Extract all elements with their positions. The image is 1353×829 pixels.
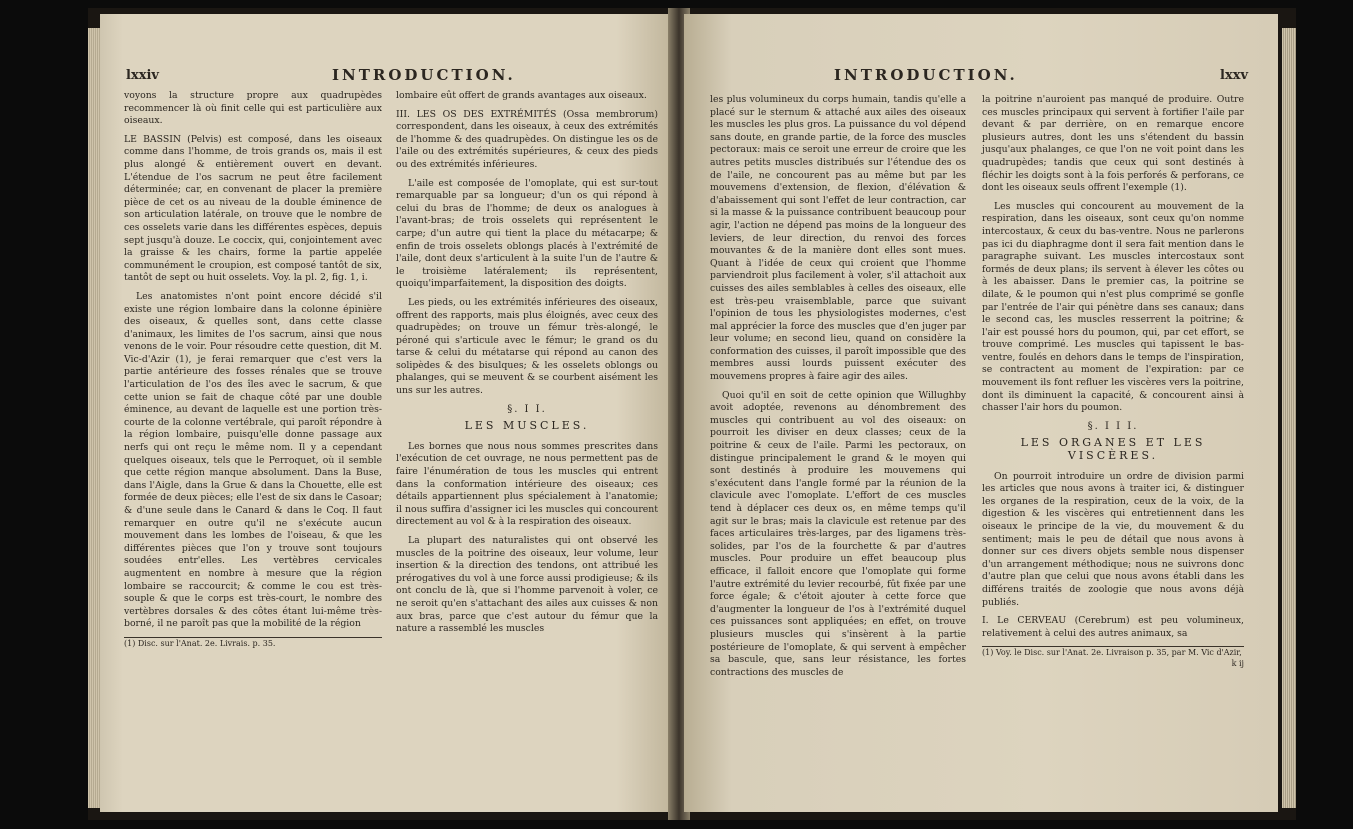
paragraph: Les bornes que nous nous sommes prescrites dans l'exécution de cet ouvrage, ne nous permettent pas de faire l'énumération de tous les muscles qui entrent dans la conformation intérieure des oiseaux; ces détails appartiennent plus spécialement à l'anatomie; il nous suffira d'assigner ici les muscles qui concourent directement au vol & à la respiration des oiseaux. bbox=[396, 440, 658, 528]
right-column-2 bbox=[982, 94, 1244, 669]
paragraph: La plupart des naturalistes qui ont observé les muscles de la poitrine des oiseaux, leur volume, leur insertion & la direction des tendons, ont attribué les prérogatives du vol à une force aussi prodigieuse; & ils ont conclu de là, que si l'homme parvenoit à voler, ce ne seroit qu'en s'attachant des ailes aux cuisses & non aux bras, parce que c'est autour du fémur que la nature a rassemblé les muscles bbox=[396, 535, 658, 635]
left-column-2 bbox=[396, 90, 658, 642]
paragraph: III. LES OS DES EXTRÉMITÉS (Ossa membrorum) correspondent, dans les oiseaux, à ceux des extrémités de l'homme & des quadrupèdes. On distingue les os de l'aile ou des extrémités supérieures, & ceux des pieds ou des extrémités inférieures. bbox=[396, 108, 658, 170]
running-head: INTRODUCTION. bbox=[834, 66, 1018, 84]
paragraph: lombaire eût offert de grands avantages aux oiseaux. bbox=[396, 90, 647, 101]
paragraph: voyons la structure propre aux quadrupèdes recommencer là où finit celle qui est particulière aux oiseaux. bbox=[124, 90, 382, 127]
open-book bbox=[88, 8, 1296, 820]
signature-mark: k ij bbox=[1231, 659, 1244, 669]
right-page bbox=[684, 14, 1278, 812]
page-edges-right bbox=[1282, 28, 1296, 808]
running-head: INTRODUCTION. bbox=[332, 66, 516, 84]
paragraph: les plus volumineux du corps humain, tandis qu'elle a placé sur le sternum & attaché aux ailes des oiseaux les muscles les plus gros. La puissance du vol dépend sans doute, en grande partie, de la force des muscles pectoraux: mais ce seroit une erreur de croire que les autres petits muscles distribués sur l'étendue des os de l'aile, ne concourent pas au même but par les mouvemens d'extension, de flexion, d'élévation & d'abaissement qui sont l'effet de leur contraction, car si la masse & la puissance contribuent beaucoup pour agir, l'action ne dépend pas moins de la longueur des leviers, de leur direction, du renvoi des forces mouvantes & de la manière dont elles sont mues. Quant à l'idée de ceux qui croient que l'homme parviendroit plus facilement à voler, s'il attachoit aux cuisses des ailes semblables à celles des oiseaux, elle est très-peu vraisemblable, parce que suivant l'opinion de tous les physiologistes modernes, c'est mal apprécier la force des muscles que d'en juger par leur volume; en second lieu, quand on considère la conformation des cuisses, il paroît impossible que des membres aussi lourds puissent exécuter des mouvemens propres à faire agir des ailes. bbox=[710, 94, 966, 383]
section-heading: LES ORGANES ET LES VISCÈRES. bbox=[1020, 436, 1206, 463]
paragraph: On pourroit introduire un ordre de division parmi les articles que nous avons à traiter ici, & distinguer les organes de la respiration, ceux de la voix, de la digestion & les viscères qui entretiennent dans les oiseaux le principe de la vie, du mouvement & du sentiment; mais le peu de détail que nous avons à donner sur ces divers objets semble nous dispenser d'un arrangement méthodique; nous ne suivrons donc d'autre plan que celui que nous avons établi dans les différens traités de zoologie que nous avons déjà publiés. bbox=[982, 470, 1244, 608]
footnote: (1) Disc. sur l'Anat. 2e. Livrais. p. 35. bbox=[124, 638, 276, 648]
page-number: lxxv bbox=[1220, 68, 1248, 83]
paragraph: L'aile est composée de l'omoplate, qui est sur-tout remarquable par sa longueur; d'un os qui répond à celui du bras de l'homme; de deux os analogues à l'avant-bras; de trois osselets qui représentent le carpe; d'un autre qui tient la place du métacarpe; & enfin de trois osselets oblongs placés à l'extrémité de l'aile, dont deux s'articulent à la suite l'un de l'autre & le troisième latéralement; ils représentent, quoiqu'imparfaitement, la disposition des doigts. bbox=[396, 177, 658, 290]
paragraph: Les pieds, ou les extrémités inférieures des oiseaux, offrent des rapports, mais plus éloignés, avec ceux des quadrupèdes; on trouve un fémur très-alongé, le péroné qui s'articule avec le fémur; le grand os du tarse & celui du métatarse qui répond au canon des solipèdes & des bisulques; & les osselets oblongs ou phalanges, qui se meuvent & se courbent aisément les uns sur les autres. bbox=[396, 296, 658, 397]
paragraph: I. Le CERVEAU (Cerebrum) est peu volumineux, relativement à celui des autres animaux, sa bbox=[982, 615, 1244, 639]
paragraph: Les anatomistes n'ont point encore décidé s'il existe une région lombaire dans la colonne épinière des oiseaux, & quelles sont, dans cette classe d'animaux, les limites de l'os sacrum, ainsi que nous venons de le voir. Pour résoudre cette question, dit M. Vic-d'Azir (1), je ferai remarquer que c'est vers la partie antérieure des fosses rénales que se trouve l'articulation de l'os des îles avec le sacrum, & que cette union se fait de chaque côté par une double éminence, au devant de laquelle est une portion très-courte de la colonne vertébrale, qui paroît répondre à la région lombaire, puisqu'elle donne passage aux nerfs qui ont reçu le même nom. Il y a cependant quelques oiseaux, tels que le Perroquet, où il semble que cette région manque absolument. Dans la Buse, dans l'Aigle, dans la Grue & dans la Chouette, elle est formée de deux pièces; elle l'est de six dans le Casoar; & d'une seule dans le Canard & dans le Coq. Il faut remarquer en outre qu'il ne s'exécute aucun mouvement dans les lombes de l'oiseau, & que les différentes pièces que l'on y trouve sont toujours soudées entr'elles. Les vertèbres cervicales augmentent en nombre à mesure que la région lombaire se raccourcit; & comme le cou est très-souple & que le corps est très-court, le nombre des vertèbres dorsales & des côtes étant lui-même très-borné, il ne paroît pas que la mobilité de la région bbox=[124, 290, 382, 630]
paragraph: Les muscles qui concourent au mouvement de la respiration, dans les oiseaux, sont ceux qu'on nomme intercostaux, & ceux du bas-ventre. Nous ne parlerons pas ici du diaphragme dont il sera fait mention dans le paragraphe suivant. Les muscles intercostaux sont formés de deux plans; ils servent à élever les côtes ou à les abaisser. Dans le premier cas, la poitrine se dilate, & le poumon qui n'est plus comprimé se gonfle par l'entrée de l'air qui pénètre dans ses canaux; dans le second cas, les muscles resserrent la poitrine; & l'air est poussé hors du poumon, qui, par cet effort, se trouve comprimé. Les muscles qui tapissent le bas-ventre, foulés en dehors dans le temps de l'inspiration, se contractent au moment de l'expiration: par ce mouvement ils font refluer les viscères vers la poitrine, dont ils diminuent la capacité, & concourent ainsi à chasser l'air hors du poumon. bbox=[982, 200, 1244, 414]
page-edges-left bbox=[88, 28, 100, 808]
page-number: lxxiv bbox=[126, 68, 159, 83]
section-number: §. I I. bbox=[507, 403, 547, 415]
footnote: (1) Voy. le Disc. sur l'Anat. 2e. Livraison p. 35, par M. Vic d'Azir, bbox=[982, 648, 1242, 658]
left-page bbox=[100, 14, 674, 812]
paragraph: LE BASSIN (Pelvis) est composé, dans les oiseaux comme dans l'homme, de trois grands os, mais il est plus alongé & entièrement ouvert en devant. L'étendue de l'os sacrum ne peut être facilement déterminée; car, en convenant de placer la première pièce de cet os au niveau de la double éminence de son articulation latérale, on trouve que le nombre de ces osselets varie dans les différentes espèces, depuis sept jusqu'à douze. Le coccix, qui, conjointement avec la graisse & les chairs, forme la partie appelée communément le croupion, est composé tantôt de six, tantôt de sept ou huit osselets. Voy. la pl. 2, fig. 1, i. bbox=[124, 133, 382, 284]
section-heading: LES MUSCLES. bbox=[464, 419, 590, 433]
section-number: §. I I I. bbox=[1087, 420, 1139, 432]
left-column-1 bbox=[124, 90, 382, 649]
paragraph: Quoi qu'il en soit de cette opinion que Willughby avoit adoptée, revenons au dénombrement des muscles qui contribuent au vol des oiseaux: on pourroit les diviser en deux classes; ceux de la poitrine & ceux de l'aile. Parmi les pectoraux, on distingue principalement le grand & le moyen qui sont destinés à produire les mouvemens qui s'exécutent dans l'angle formé par la réunion de la clavicule avec l'omoplate. L'effort de ces muscles tend à déplacer ces deux os, en même temps qu'il agit sur le bras; mais la clavicule est retenue par des faces articulaires très-larges, par des ligamens très-solides, par l'os de la fourchette & par d'autres muscles. Pour produire un effet beaucoup plus efficace, il falloit encore que l'omoplate qui forme l'autre extrémité du levier recourbé, fût fixée par une force égale; & c'étoit ajouter à cette force que d'augmenter la longueur de l'os à l'extrémité duquel ces puissances sont appliquées; en effet, on trouve plusieurs muscles qui s'insèrent à la partie postérieure de l'omoplate, & qui servent à empêcher sa bascule, que, sans leur résistance, les fortes contractions des muscles de bbox=[710, 389, 966, 678]
right-column-1 bbox=[710, 94, 966, 685]
paragraph: la poitrine n'auroient pas manqué de produire. Outre ces muscles principaux qui servent à fortifier l'aile par devant & par derrière, on en remarque encore plusieurs autres, dont les uns s'étendent du bassin jusqu'aux phalanges, ce que l'on ne voit point dans les quadrupèdes; tandis que ceux qui sont destinés à fléchir les doigts sont à la fois perforés & perforans, ce dont les oiseaux seuls offrent l'exemple (1). bbox=[982, 94, 1244, 194]
